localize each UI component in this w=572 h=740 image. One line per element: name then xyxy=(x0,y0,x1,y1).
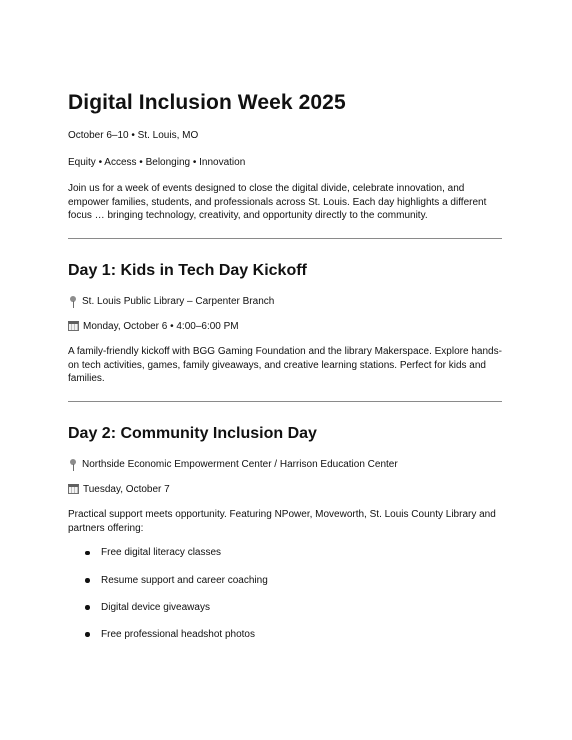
divider xyxy=(68,401,502,402)
day-1-description: A family-friendly kickoff with BGG Gaming Foundation and the library Makerspace. Explore hands-on tech activities, games, family giveaways, and creative learning stations. Perfect for kids and families. xyxy=(68,346,502,385)
event-dates-location: October 6–10 • St. Louis, MO xyxy=(68,130,199,141)
intro-paragraph: Join us for a week of events designed to close the digital divide, celebrate innovation, and empower families, students, and professionals across St. Louis. Each day highlights a different focus … bringing technology, creativity, and opportunity directly to the community. xyxy=(68,183,487,222)
list-item: Free digital literacy classes xyxy=(68,546,502,560)
day-2-offerings-list xyxy=(68,546,502,641)
day-2-section xyxy=(68,423,502,642)
list-item: Resume support and career coaching xyxy=(68,574,502,588)
pin-icon xyxy=(68,459,78,471)
page-title: Digital Inclusion Week 2025 xyxy=(68,91,346,114)
event-values: Equity • Access • Belonging • Innovation xyxy=(68,156,246,168)
day-1-section xyxy=(68,260,502,386)
day-1-location-text: St. Louis Public Library – Carpenter Branch xyxy=(82,295,275,307)
calendar-icon xyxy=(68,321,79,331)
list-item: Free professional headshot photos xyxy=(68,628,502,642)
day-2-location xyxy=(68,458,502,472)
list-item: Digital device giveaways xyxy=(68,601,502,615)
day-2-datetime xyxy=(68,483,502,497)
pin-icon xyxy=(68,296,78,308)
day-1-datetime-text: Monday, October 6 • 4:00–6:00 PM xyxy=(83,320,239,332)
day-1-location xyxy=(68,295,502,309)
divider xyxy=(68,238,502,239)
day-2-datetime-text: Tuesday, October 7 xyxy=(83,483,170,495)
day-2-location-text: Northside Economic Empowerment Center / Harrison Education Center xyxy=(82,458,398,470)
document-page xyxy=(68,88,502,655)
day-1-datetime xyxy=(68,320,502,334)
calendar-icon xyxy=(68,484,79,494)
day-1-heading: Day 1: Kids in Tech Day Kickoff xyxy=(68,261,307,279)
day-2-heading: Day 2: Community Inclusion Day xyxy=(68,424,317,442)
day-2-description: Practical support meets opportunity. Featuring NPower, Moveworth, St. Louis County Library and partners offering: xyxy=(68,509,496,534)
